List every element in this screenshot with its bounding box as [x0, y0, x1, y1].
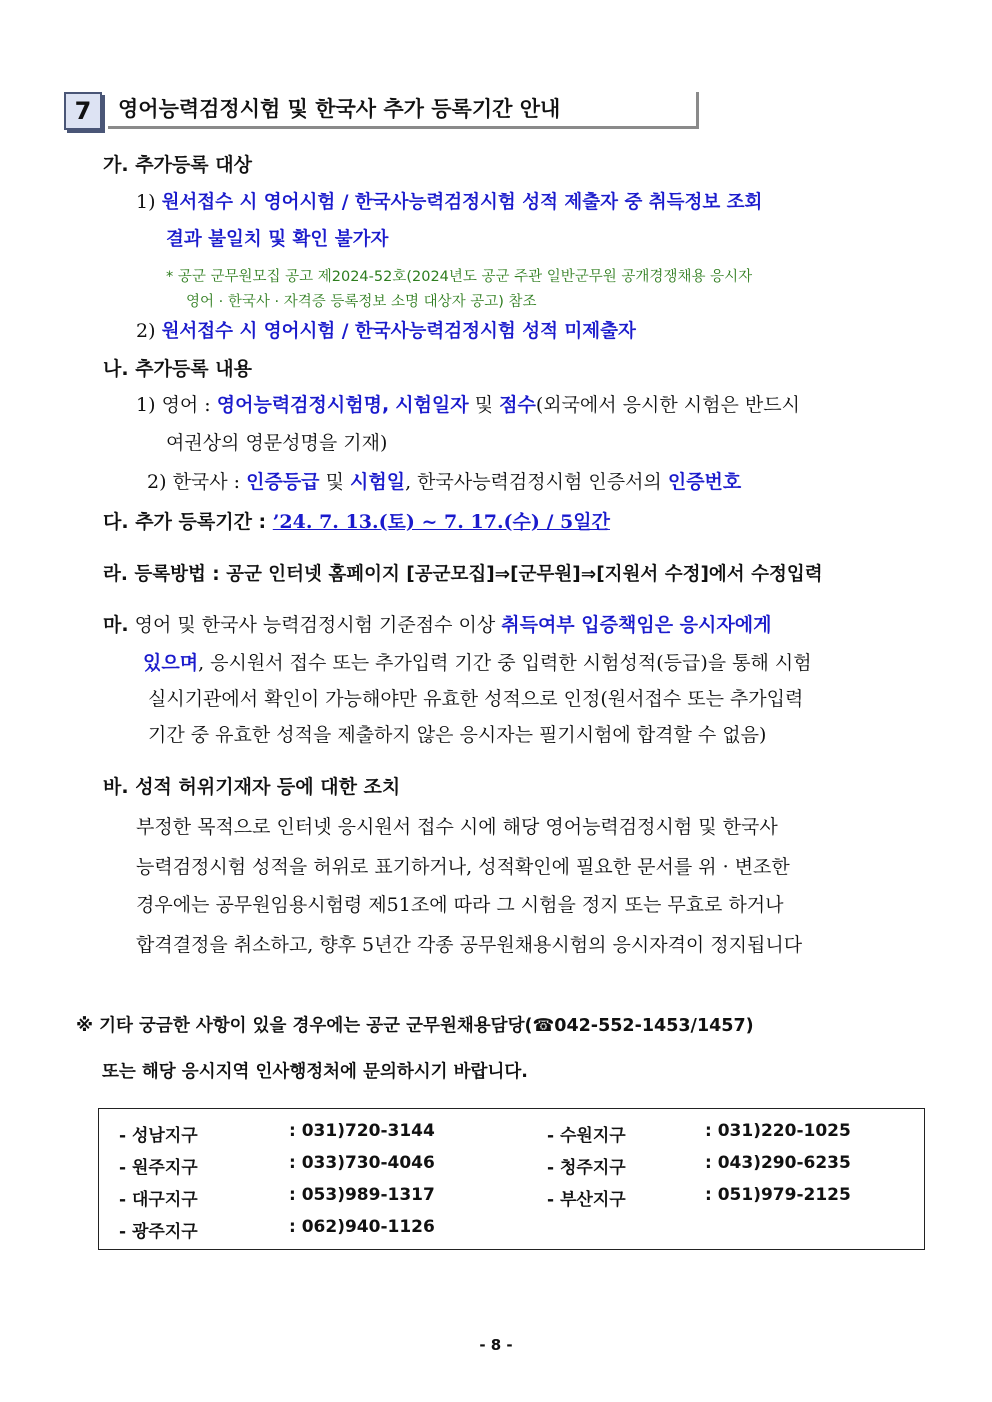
- contact-phone: : 031)220-1025: [705, 1121, 851, 1141]
- na-item1-num: 1): [136, 394, 156, 416]
- notice-line2: 또는 해당 응시지역 인사행정처에 문의하시기 바랍니다.: [102, 1062, 528, 1082]
- section-title: 영어능력검정시험 및 한국사 추가 등록기간 안내: [118, 97, 561, 121]
- section-number-box: [64, 92, 102, 130]
- ba-line3: 경우에는 공무원임용시험령 제51조에 따라 그 시험을 정지 또는 무효로 하거나: [136, 894, 784, 916]
- ma-line2-b: , 응시원서 접수 또는 추가입력 기간 중 입력한 시험성적(등급)을 통해 시험: [198, 652, 812, 674]
- na-item1-and: 및: [474, 394, 494, 416]
- ba-label: 바.: [103, 776, 129, 798]
- ma-line1: [103, 610, 771, 637]
- ba-line4: 합격결정을 취소하고, 향후 5년간 각종 공무원채용시험의 응시자격이 정지됩니다: [136, 934, 803, 956]
- ga-label: 가.: [103, 154, 129, 176]
- ga-item1-num: 1): [136, 191, 156, 213]
- na-item1-h1: 영어능력검정시험명: [216, 394, 382, 416]
- contact-name: - 원주지구: [119, 1158, 198, 1178]
- na-item2: [147, 467, 741, 494]
- contact-name: - 대구지구: [119, 1190, 198, 1210]
- ga-item1-text-cont: 결과 불일치 및 확인 불가자: [166, 229, 389, 250]
- contact-name: - 광주지구: [119, 1222, 198, 1242]
- ba-title: 성적 허위기재자 등에 대한 조치: [135, 776, 401, 798]
- na-item2-h2: 시험일: [350, 471, 406, 493]
- notice-line1: ※ 기타 궁금한 사항이 있을 경우에는 공군 군무원채용담당(☎042-552-1453/1457): [76, 1016, 754, 1036]
- ma-line2-a: 있으며: [143, 652, 199, 674]
- contact-box: [98, 1108, 925, 1250]
- ma-label: 마.: [103, 614, 129, 636]
- da-heading: [103, 507, 610, 534]
- ga-item1: [136, 188, 762, 214]
- ba-line2: 능력검정시험 성적을 허위로 표기하거나, 성적확인에 필요한 문서를 위 · 변조한: [136, 856, 790, 878]
- na-item1: [136, 390, 800, 417]
- da-period: ’24. 7. 13.(토) ~ 7. 17.(수) / 5일간: [272, 511, 610, 533]
- contact-name: - 성남지구: [119, 1126, 198, 1146]
- da-label: 다.: [103, 511, 129, 533]
- ma-line1-a: 영어 및 한국사 능력검정시험 기준점수 이상: [134, 614, 496, 636]
- na-item2-and: 및: [325, 471, 344, 493]
- ga-note-line1: * 공군 군무원모집 공고 제2024-52호(2024년도 공군 주관 일반군무원 공개경쟁채용 응시자: [166, 269, 753, 285]
- contact-phone: : 053)989-1317: [289, 1185, 435, 1205]
- ga-note-line2: 영어 · 한국사 · 자격증 등록정보 소명 대상자 공고) 참조: [186, 294, 537, 310]
- na-item1-prefix: 영어 :: [161, 394, 211, 416]
- section-title-box: [108, 92, 699, 129]
- section-header: [64, 92, 704, 134]
- contact-phone: : 051)979-2125: [705, 1185, 851, 1205]
- ga-item2: [136, 317, 636, 343]
- ra-text: 등록방법 : 공군 인터넷 홈페이지 [공군모집]⇒[군무원]⇒[지원서 수정]에서 수정입력: [134, 564, 823, 585]
- na-item2-num: 2): [147, 471, 167, 493]
- na-item1-h2: 시험일자: [395, 394, 469, 416]
- na-item2-prefix: 한국사 :: [172, 471, 241, 493]
- na-heading: [103, 354, 252, 381]
- contact-phone: : 031)720-3144: [289, 1121, 435, 1141]
- na-item1-sep: ,: [381, 394, 390, 416]
- da-title: 추가 등록기간 :: [135, 511, 267, 533]
- contact-phone: : 043)290-6235: [705, 1153, 851, 1173]
- contact-name: - 수원지구: [547, 1126, 626, 1146]
- ga-heading: [103, 150, 252, 177]
- ga-title: 추가등록 대상: [135, 154, 252, 176]
- na-item1-rest: (외국에서 응시한 시험은 반드시: [535, 394, 800, 416]
- ma-line2: [143, 648, 812, 675]
- ma-line1-b: 취득여부 입증책임은 응시자에게: [501, 614, 772, 636]
- contact-name: - 청주지구: [547, 1158, 626, 1178]
- section-number: 7: [74, 97, 92, 125]
- ma-line4: 기간 중 유효한 성적을 제출하지 않은 응시자는 필기시험에 합격할 수 없음): [148, 724, 767, 746]
- na-title: 추가등록 내용: [135, 358, 252, 380]
- ba-line1: 부정한 목적으로 인터넷 응시원서 접수 시에 해당 영어능력검정시험 및 한국사: [136, 816, 778, 838]
- ba-heading: [103, 772, 400, 799]
- ra-heading: [103, 560, 823, 586]
- ga-item1-text: 원서접수 시 영어시험 / 한국사능력검정시험 성적 제출자 중 취득정보 조회: [161, 192, 763, 213]
- ga-item2-text: 원서접수 시 영어시험 / 한국사능력검정시험 성적 미제출자: [161, 321, 636, 342]
- ma-line3: 실시기관에서 확인이 가능해야만 유효한 성적으로 인정(원서접수 또는 추가입력: [148, 688, 804, 710]
- ga-item2-num: 2): [136, 320, 156, 342]
- contact-phone: : 033)730-4046: [289, 1153, 435, 1173]
- na-label: 나.: [103, 358, 129, 380]
- ra-label: 라.: [103, 564, 128, 585]
- contact-phone: : 062)940-1126: [289, 1217, 435, 1237]
- na-item2-h3: 인증번호: [667, 471, 742, 493]
- na-item2-mid: , 한국사능력검정시험 인증서의: [405, 471, 662, 493]
- page-number: - 8 -: [479, 1336, 513, 1354]
- contact-name: - 부산지구: [547, 1190, 626, 1210]
- na-item2-h1: 인증등급: [246, 471, 320, 493]
- na-item1-cont: 여권상의 영문성명을 기재): [166, 432, 388, 454]
- na-item1-h3: 점수: [499, 394, 536, 416]
